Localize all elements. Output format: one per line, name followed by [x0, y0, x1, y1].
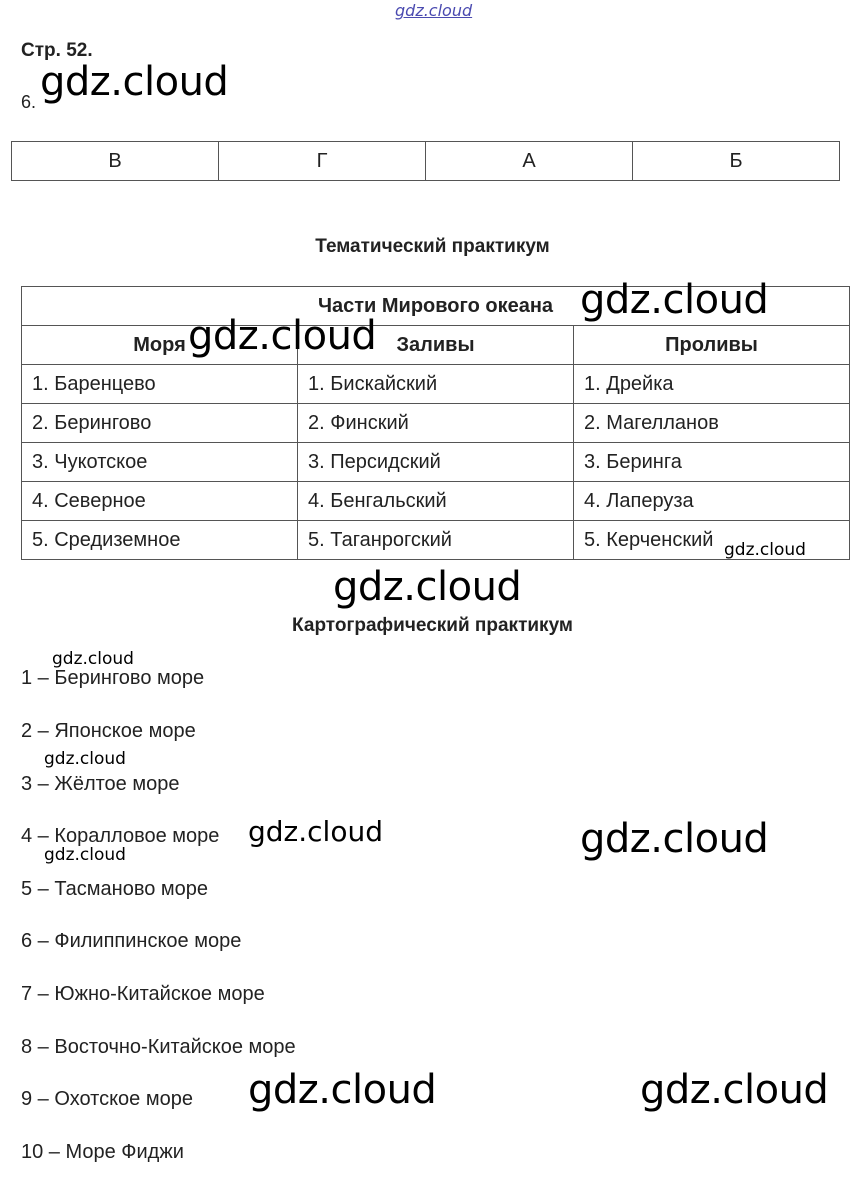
list-item: 4 – Коралловое море [21, 825, 220, 847]
table-row [22, 482, 850, 521]
header-seas: Моря [22, 326, 298, 365]
list-item: 5 – Тасманово море [21, 878, 209, 900]
header-gulfs: Заливы [298, 326, 574, 365]
task-number: 6. [21, 92, 37, 112]
watermark: gdz.cloud [44, 845, 126, 865]
answer-row [12, 142, 840, 181]
list-item: 3 – Жёлтое море [21, 773, 180, 795]
answer-cell: Б [633, 142, 840, 181]
table-row [22, 443, 850, 482]
answer-cell: А [426, 142, 633, 181]
oceans-table-title: Части Мирового океана [22, 287, 850, 326]
watermark: gdz.cloud [248, 1067, 437, 1113]
table-cell: 1. Бискайский [298, 365, 574, 404]
answer-cell: В [12, 142, 219, 181]
watermark: gdz.cloud [580, 277, 769, 323]
watermark: gdz.cloud [44, 749, 126, 769]
watermark-top: gdz.cloud [395, 1, 473, 20]
page-label: Стр. 52. [21, 40, 93, 61]
table-row [22, 365, 850, 404]
list-item: 6 – Филиппинское море [21, 930, 242, 952]
watermark: gdz.cloud [640, 1067, 829, 1113]
watermark: gdz.cloud [580, 816, 769, 862]
table-cell: 5. Таганрогский [298, 521, 574, 560]
watermark: gdz.cloud [333, 564, 522, 610]
table-cell: 2. Магелланов [574, 404, 850, 443]
list-item: 1 – Берингово море [21, 667, 205, 689]
watermark: gdz.cloud [188, 313, 377, 359]
list-item: 2 – Японское море [21, 720, 196, 742]
table-cell: 3. Беринга [574, 443, 850, 482]
table-cell: 4. Бенгальский [298, 482, 574, 521]
cartographic-title: Картографический практикум [292, 615, 573, 636]
list-item: 10 – Море Фиджи [21, 1141, 184, 1163]
table-row [22, 404, 850, 443]
watermark: gdz.cloud [248, 815, 383, 848]
oceans-table [21, 286, 850, 560]
table-cell: 2. Финский [298, 404, 574, 443]
thematic-title: Тематический практикум [315, 236, 550, 257]
table-cell: 4. Лаперуза [574, 482, 850, 521]
table-cell: 5. Средиземное [22, 521, 298, 560]
watermark: gdz.cloud [40, 59, 229, 105]
table-cell: 3. Чукотское [22, 443, 298, 482]
answer-cell: Г [219, 142, 426, 181]
watermark: gdz.cloud [52, 649, 134, 669]
list-item: 9 – Охотское море [21, 1088, 193, 1110]
table-cell: 4. Северное [22, 482, 298, 521]
table-cell: 1. Баренцево [22, 365, 298, 404]
list-item: 7 – Южно-Китайское море [21, 983, 265, 1005]
table-cell: 3. Персидский [298, 443, 574, 482]
table-cell: 5. Керченский [574, 521, 850, 560]
watermark: gdz.cloud [724, 540, 806, 560]
answer-table [11, 141, 840, 181]
header-straits: Проливы [574, 326, 850, 365]
table-cell: 2. Берингово [22, 404, 298, 443]
table-cell: 1. Дрейка [574, 365, 850, 404]
list-item: 8 – Восточно-Китайское море [21, 1036, 296, 1058]
